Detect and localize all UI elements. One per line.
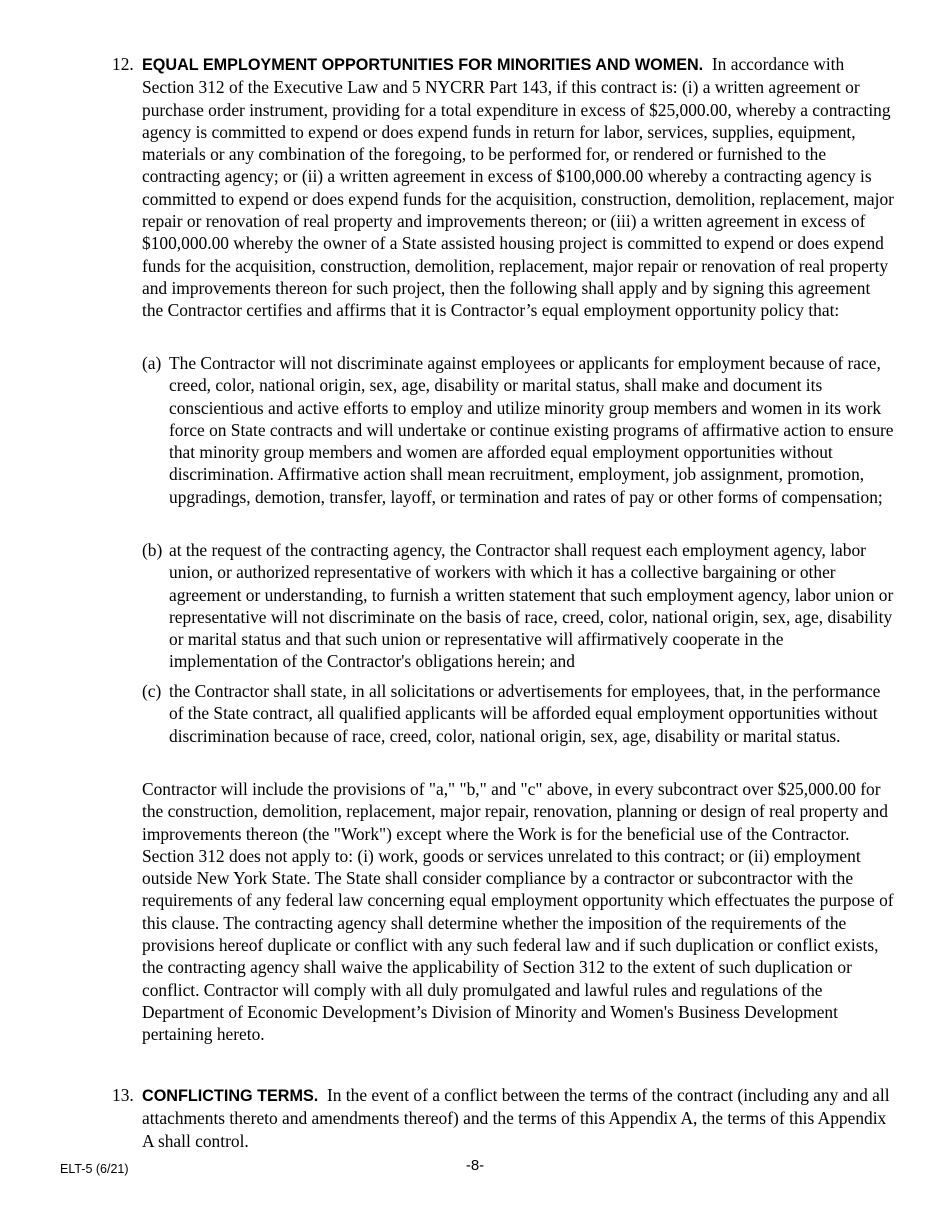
section-12-closing bbox=[142, 778, 894, 1046]
clause-label: (b) bbox=[142, 540, 163, 560]
clause-text: The Contractor will not discriminate against employees or applicants for employment because of race, creed, color, national origin, sex, age, disability or marital status, shall make and document its conscientious and active efforts to employ and utilize minority group members and women in its work force on State contracts and will undertake or continue existing programs of affirmative action to ensure that minority group members and women are afforded equal employment opportunities without discrimination. Affirmative action shall mean recruitment, employment, job assignment, promotion, upgradings, demotion, transfer, layoff, or termination and rates of pay or other forms of compensation; bbox=[169, 353, 894, 507]
clause-label: (c) bbox=[142, 681, 162, 701]
clause-a bbox=[142, 352, 894, 508]
section-12-intro bbox=[112, 53, 894, 322]
page-number: -8- bbox=[465, 1157, 485, 1174]
form-code: ELT-5 (6/21) bbox=[60, 1162, 129, 1176]
closing-paragraph: Contractor will include the provisions of "a," "b," and "c" above, in every subcontract over $25,000.00 for the construction, demolition, replacement, major repair, renovation, planning or design of real property and improvements thereon (the "Work") except where the Work is for the beneficial use of the Contractor. Section 312 does not apply to: (i) work, goods or services unrelated to this contract; or (ii) employment outside New York State. The State shall consider compliance by a contractor or subcontractor with the requirements of any federal law concerning equal employment opportunity which effectuates the purpose of this clause. The contracting agency shall determine whether the imposition of the requirements of the provisions hereof duplicate or conflict with any such federal law and if such duplication or conflict exists, the contracting agency shall waive the applicability of Section 312 to the extent of such duplication or conflict. Contractor will comply with all duly promulgated and lawful rules and regulations of the Department of Economic Development’s Division of Minority and Women's Business Development pertaining hereto. bbox=[142, 779, 894, 1045]
section-paragraph bbox=[142, 1084, 894, 1152]
section-intro-text: In accordance with Section 312 of the Executive Law and 5 NYCRR Part 143, if this contract is: (i) a written agreement or purchase order instrument, providing for a total expenditure in excess of $25,000.00, whereby a contracting agency is committed to expend or does expend funds in return for labor, services, supplies, equipment, materials or any combination of the foregoing, to be performed for, or rendered or furnished to the contracting agency; or (ii) a written agreement in excess of $100,000.00 whereby a contracting agency is committed to expend or does expend funds for the acquisition, construction, demolition, replacement, major repair or renovation of real property and improvements thereon; or (iii) a written agreement in excess of $100,000.00 whereby the owner of a State assisted housing project is committed to expend or does expend funds for the acquisition, construction, demolition, replacement, major repair or renovation of real property and improvements thereon for such project, then the following shall apply and by signing this agreement the Contractor certifies and affirms that it is Contractor’s equal employment opportunity policy that: bbox=[142, 54, 894, 321]
section-intro-text: In the event of a conflict between the terms of the contract (including any and all attachments thereto and amendments thereof) and the terms of this Appendix A, the terms of this Appendix A shall control. bbox=[142, 1085, 890, 1151]
section-number: 13. bbox=[112, 1085, 134, 1105]
clause-text: the Contractor shall state, in all solicitations or advertisements for employees, that, in the performance of the State contract, all qualified applicants will be afforded equal employment opportunities without discrimination because of race, creed, color, national origin, sex, age, disability or marital status. bbox=[169, 681, 881, 746]
section-heading: EQUAL EMPLOYMENT OPPORTUNITIES FOR MINORITIES AND WOMEN. bbox=[142, 56, 704, 74]
section-paragraph bbox=[142, 53, 894, 322]
section-number: 12. bbox=[112, 54, 134, 74]
clause-label: (a) bbox=[142, 353, 162, 373]
clause-text: at the request of the contracting agency, the Contractor shall request each employment agency, labor union, or authorized representative of workers with which it has a collective bargaining or other agreement or understanding, to furnish a written statement that such employment agency, labor union or representative will not discriminate on the basis of race, creed, color, national origin, sex, age, disability or marital status and that such union or representative will affirmatively cooperate in the implementation of the Contractor's obligations herein; and bbox=[169, 540, 894, 672]
clause-b bbox=[142, 539, 894, 673]
section-13 bbox=[112, 1084, 894, 1152]
section-heading: CONFLICTING TERMS. bbox=[142, 1087, 319, 1105]
clause-c bbox=[142, 680, 894, 747]
